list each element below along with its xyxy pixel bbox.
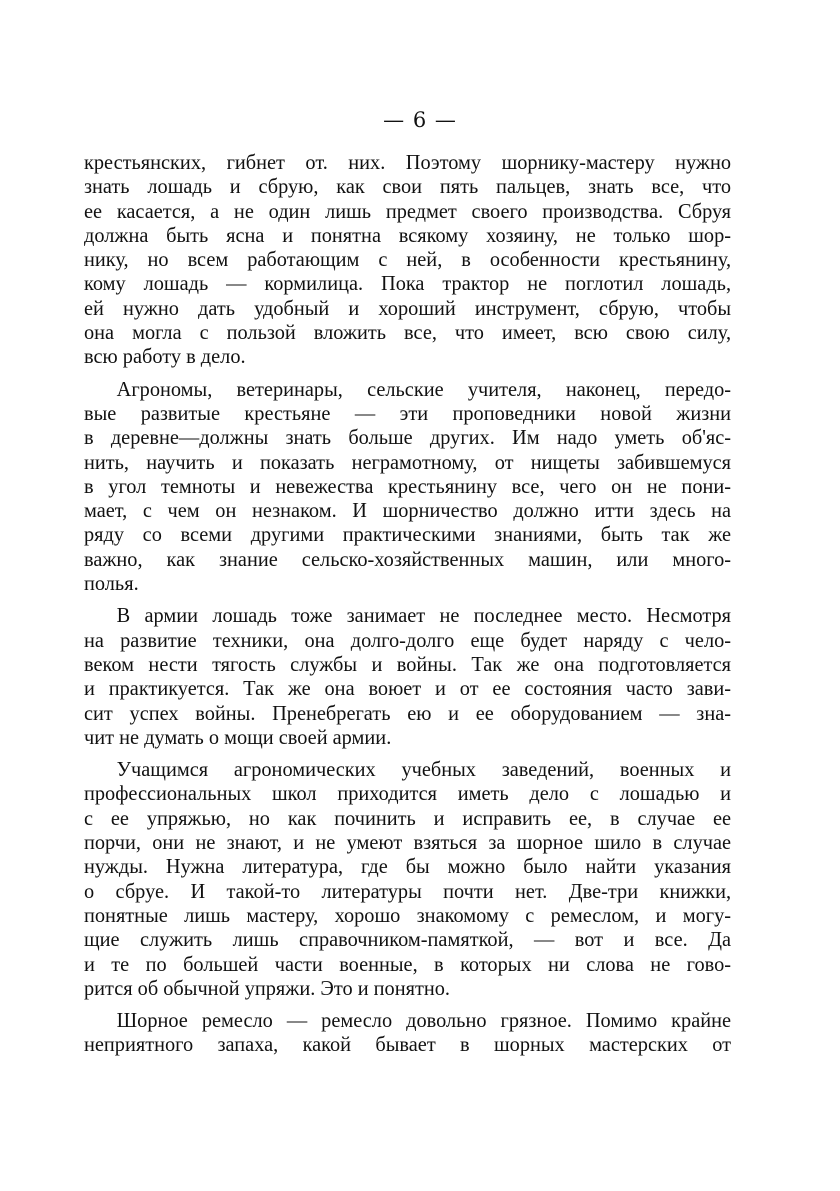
paragraph-3 [84, 603, 731, 749]
text-line: в угол темноты и невежества крестьянину все, чего он не пони- [84, 473, 732, 498]
text-line: ее касается, а не один лишь предмет своего производства. Сбруя [84, 198, 732, 223]
text-line: щие служить лишь справочником-памяткой, — вот и все. Да [84, 927, 732, 952]
text-line: знать лошадь и сбрую, как свои пять пальцев, знать все, что [84, 174, 732, 199]
text-line: ей нужно дать удобный и хороший инструмент, сбрую, чтобы [84, 295, 732, 320]
paragraph-2 [84, 377, 731, 596]
text-line: порчи, они не знают, и не умеют взяться за шорное шило в случае [84, 830, 732, 855]
page-number: — 6 — [383, 108, 457, 132]
text-line: сит успех войны. Пренебрегать ею и ее оборудованием — зна- [84, 700, 732, 725]
text-line: В армии лошадь тоже занимает не последнее место. Несмотря [116, 603, 732, 628]
text-line: вые развитые крестьяне — эти проповедники новой жизни [84, 400, 732, 425]
text-line: ряду со всеми другими практическими знаниями, быть так же [84, 522, 732, 547]
text-line: в деревне—должны знать больше других. Им надо уметь об'яс- [84, 425, 732, 450]
text-line: веком нести тягость службы и войны. Так же она подготовляется [84, 651, 732, 676]
text-line: с ее упряжью, но как починить и исправить ее, в случае ее [84, 805, 732, 830]
body-text [84, 150, 731, 1065]
text-line: нику, но всем работающим с ней, в особенности крестьянину, [84, 247, 732, 272]
paragraph-5 [84, 1008, 731, 1057]
text-line: Шорное ремесло — ремесло довольно грязное. Помимо крайне [116, 1008, 732, 1033]
text-line: чит не думать о мощи своей армии. [84, 724, 392, 749]
text-line: и те по большей части военные, в которых ни слова не гово- [84, 951, 732, 976]
text-line: рится об обычной упряжи. Это и понятно. [84, 975, 450, 1000]
text-line: всю работу в дело. [84, 344, 246, 369]
text-line: о сбруе. И такой-то литературы почти нет. Две-три книжки, [84, 878, 732, 903]
text-line: нужды. Нужна литература, где бы можно было найти указания [84, 854, 732, 879]
text-line: Агрономы, ветеринары, сельские учителя, наконец, передо- [116, 376, 732, 401]
text-line: на развитие техники, она долго-долго еще будет наряду с чело- [84, 627, 732, 652]
text-line: нить, научить и показать неграмотному, от нищеты забившемуся [84, 449, 732, 474]
text-line: должна быть ясна и понятна всякому хозяину, не только шор- [84, 222, 732, 247]
paragraph-1 [84, 150, 731, 369]
text-line: мает, с чем он незнаком. И шорничество должно итти здесь на [84, 498, 732, 523]
text-line: неприятного запаха, какой бывает в шорных мастерских от [84, 1032, 732, 1057]
text-line: понятные лишь мастеру, хорошо знакомому с ремеслом, и могу- [84, 902, 732, 927]
text-line: полья. [84, 571, 139, 596]
text-line: и практикуется. Так же она воюет и от ее состояния часто зави- [84, 676, 732, 701]
text-line: важно, как знание сельско-хозяйственных машин, или много- [84, 546, 732, 571]
text-line: кому лошадь — кормилица. Пока трактор не поглотил лошадь, [84, 271, 732, 296]
text-line: она могла с пользой вложить все, что имеет, всю свою силу, [84, 320, 732, 345]
text-line: профессиональных школ приходится иметь дело с лошадью и [84, 781, 732, 806]
paragraph-4 [84, 757, 731, 1000]
text-line: Учащимся агрономических учебных заведений, военных и [116, 757, 732, 782]
text-line: крестьянских, гибнет от. них. Поэтому шорнику-мастеру нужно [84, 150, 732, 174]
